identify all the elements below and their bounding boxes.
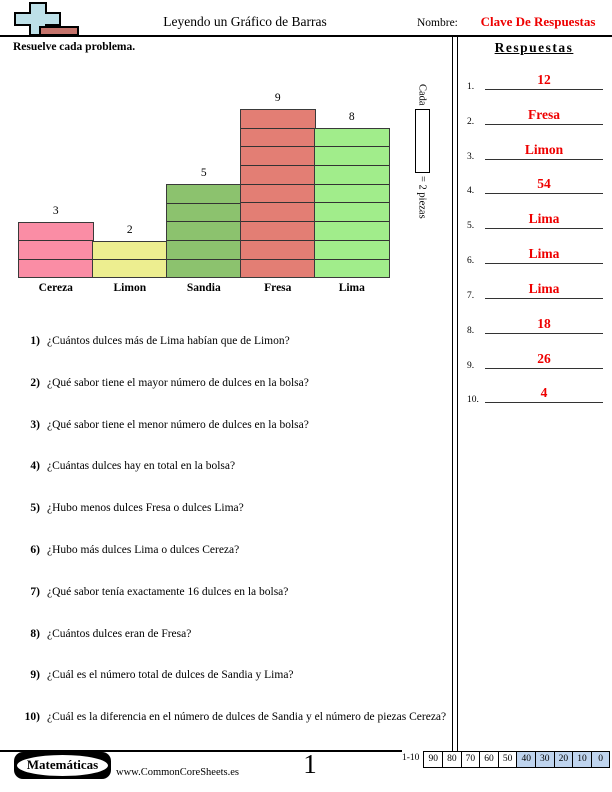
question-number: 9) <box>30 669 40 682</box>
bar-segment <box>19 260 93 277</box>
answer-row <box>456 57 612 92</box>
bar-segment <box>315 222 389 241</box>
answer-value: 18 <box>537 315 551 331</box>
name-label: Nombre: <box>417 17 458 29</box>
bar-segment <box>315 203 389 222</box>
subject-badge <box>14 752 111 779</box>
bar-segment <box>241 222 315 241</box>
bar-category-label: Limon <box>113 282 147 294</box>
bar-category-label: Fresa <box>264 282 292 294</box>
answer-blank-line <box>485 159 603 160</box>
name-value: Clave De Respuestas <box>480 14 596 29</box>
bar-segment <box>315 185 389 204</box>
answer-value: Fresa <box>528 106 560 122</box>
question-number: 7) <box>30 585 40 598</box>
score-cell: 0 <box>591 751 611 768</box>
question-number: 6) <box>30 543 40 556</box>
question-row <box>18 710 454 752</box>
answer-number: 4. <box>467 186 475 197</box>
answer-blank-line <box>485 402 603 403</box>
instruction-text: Resuelve cada problema. <box>13 41 136 53</box>
bar-segment <box>167 204 241 223</box>
bar-segment <box>315 241 389 260</box>
bar-segment <box>167 222 241 241</box>
answer-value: 4 <box>540 385 548 401</box>
answer-value: Limon <box>524 141 564 157</box>
bar-limon <box>92 241 168 279</box>
answer-row <box>456 301 612 336</box>
unit-box-icon <box>415 109 430 173</box>
bar-value-label: 3 <box>52 204 59 217</box>
score-table <box>402 751 610 768</box>
bar-segment <box>241 203 315 222</box>
page-title: Leyendo un Gráfico de Barras <box>163 14 327 29</box>
question-text: ¿Qué sabor tiene el menor número de dulces en la bolsa? <box>47 418 309 431</box>
bar-segment <box>315 129 389 148</box>
question-number: 3) <box>30 418 40 431</box>
bar-segment <box>167 241 241 260</box>
score-cell: 40 <box>516 751 536 768</box>
subject-badge-label: Matemáticas <box>16 754 109 777</box>
unit-legend-prefix: Cada <box>416 84 428 106</box>
question-row <box>18 543 454 585</box>
question-row <box>18 585 454 627</box>
bar-segment <box>315 166 389 185</box>
bar-chart <box>18 90 390 278</box>
question-row <box>18 418 454 460</box>
score-cell: 70 <box>461 751 481 768</box>
answer-number: 1. <box>467 81 475 92</box>
answer-blank-line <box>485 89 603 90</box>
answer-value: Lima <box>528 211 560 227</box>
question-text: ¿Cuál es el número total de dulces de Sandia y Lima? <box>47 669 294 682</box>
question-text: ¿Qué sabor tenía exactamente 16 dulces en la bolsa? <box>47 585 289 598</box>
bar-segment <box>93 242 167 260</box>
question-text: ¿Hubo menos dulces Fresa o dulces Lima? <box>47 502 244 515</box>
header-divider <box>0 35 612 37</box>
bar-segment <box>19 241 93 259</box>
bar-segment <box>93 260 167 277</box>
answer-value: 54 <box>537 176 551 192</box>
answer-value: Lima <box>528 246 560 262</box>
bar-fresa <box>240 109 316 278</box>
question-text: ¿Cuál es la diferencia en el número de dulces de Sandia y el número de piezas Cereza? <box>47 711 447 724</box>
bar-segment <box>241 166 315 185</box>
bar-value-label: 5 <box>200 167 207 180</box>
answers-list <box>456 57 612 405</box>
bar-category-label: Lima <box>338 282 365 294</box>
question-text: ¿Qué sabor tiene el mayor número de dulces en la bolsa? <box>47 376 309 389</box>
answer-number: 9. <box>467 360 475 371</box>
unit-legend-suffix: = 2 piezas <box>416 175 428 219</box>
answer-value: 26 <box>537 350 551 366</box>
bar-lima <box>314 128 390 278</box>
answer-blank-line <box>485 333 603 334</box>
questions-list <box>18 334 454 752</box>
bar-value-label: 8 <box>348 110 355 123</box>
question-row <box>18 459 454 501</box>
question-number: 1) <box>30 335 40 347</box>
answer-row <box>456 336 612 371</box>
question-text: ¿Hubo más dulces Lima o dulces Cereza? <box>47 543 240 556</box>
score-cell: 20 <box>554 751 574 768</box>
bar-sandia <box>166 184 242 278</box>
answer-blank-line <box>485 298 603 299</box>
question-text: ¿Cuántos dulces más de Lima habían que de Limon? <box>47 335 290 347</box>
answer-blank-line <box>485 263 603 264</box>
question-number: 8) <box>30 627 40 640</box>
answer-number: 8. <box>467 325 475 336</box>
score-cell: 60 <box>479 751 499 768</box>
answer-number: 2. <box>467 116 475 127</box>
bar-segment <box>241 185 315 204</box>
bar-chart-category-labels <box>18 282 390 298</box>
bar-segment <box>241 260 315 278</box>
answer-row <box>456 92 612 127</box>
score-range-label: 1-10 <box>402 753 420 763</box>
bar-segment <box>315 260 389 278</box>
bar-value-label: 2 <box>126 223 133 236</box>
bar-category-label: Cereza <box>38 282 73 294</box>
answer-blank-line <box>485 228 603 229</box>
bar-segment <box>19 223 93 241</box>
question-text: ¿Cuántas dulces hay en total en la bolsa? <box>47 460 236 473</box>
question-number: 10) <box>24 711 40 724</box>
chart-unit-legend <box>408 84 436 218</box>
bar-cereza <box>18 222 94 278</box>
bar-segment <box>315 147 389 166</box>
answer-blank-line <box>485 193 603 194</box>
question-number: 4) <box>30 460 40 473</box>
bar-segment <box>241 129 315 148</box>
answer-blank-line <box>485 124 603 125</box>
answer-row <box>456 231 612 266</box>
question-row <box>18 334 454 376</box>
answer-blank-line <box>485 368 603 369</box>
answer-number: 10. <box>467 395 479 406</box>
answer-row <box>456 266 612 301</box>
bar-segment <box>241 147 315 166</box>
question-row <box>18 627 454 669</box>
page-number: 1 <box>303 749 317 779</box>
bar-segment <box>167 260 241 278</box>
answer-row <box>456 196 612 231</box>
question-row <box>18 501 454 543</box>
bar-segment <box>241 241 315 260</box>
bar-category-label: Sandia <box>186 282 221 294</box>
answer-row <box>456 127 612 162</box>
answer-row <box>456 371 612 406</box>
score-cell: 90 <box>423 751 443 768</box>
answer-row <box>456 162 612 197</box>
commoncoresheets-logo-icon <box>13 2 81 37</box>
answer-number: 7. <box>467 290 475 301</box>
website-url: www.CommonCoreSheets.es <box>116 767 239 778</box>
answers-panel <box>456 40 612 405</box>
answer-value: 12 <box>537 71 551 87</box>
bar-value-label: 9 <box>274 92 281 104</box>
score-cell: 80 <box>442 751 462 768</box>
question-number: 5) <box>30 502 40 515</box>
bar-segment <box>241 110 315 129</box>
question-row <box>18 376 454 418</box>
answer-number: 3. <box>467 151 475 162</box>
question-number: 2) <box>30 376 40 389</box>
score-cell: 30 <box>535 751 555 768</box>
question-text: ¿Cuántos dulces eran de Fresa? <box>47 627 192 640</box>
bar-segment <box>167 185 241 204</box>
answer-value: Lima <box>528 280 560 296</box>
answer-number: 5. <box>467 221 475 232</box>
question-row <box>18 668 454 710</box>
answers-heading: Respuestas <box>494 40 574 55</box>
answer-number: 6. <box>467 256 475 267</box>
score-cell: 10 <box>572 751 592 768</box>
score-cell: 50 <box>498 751 518 768</box>
